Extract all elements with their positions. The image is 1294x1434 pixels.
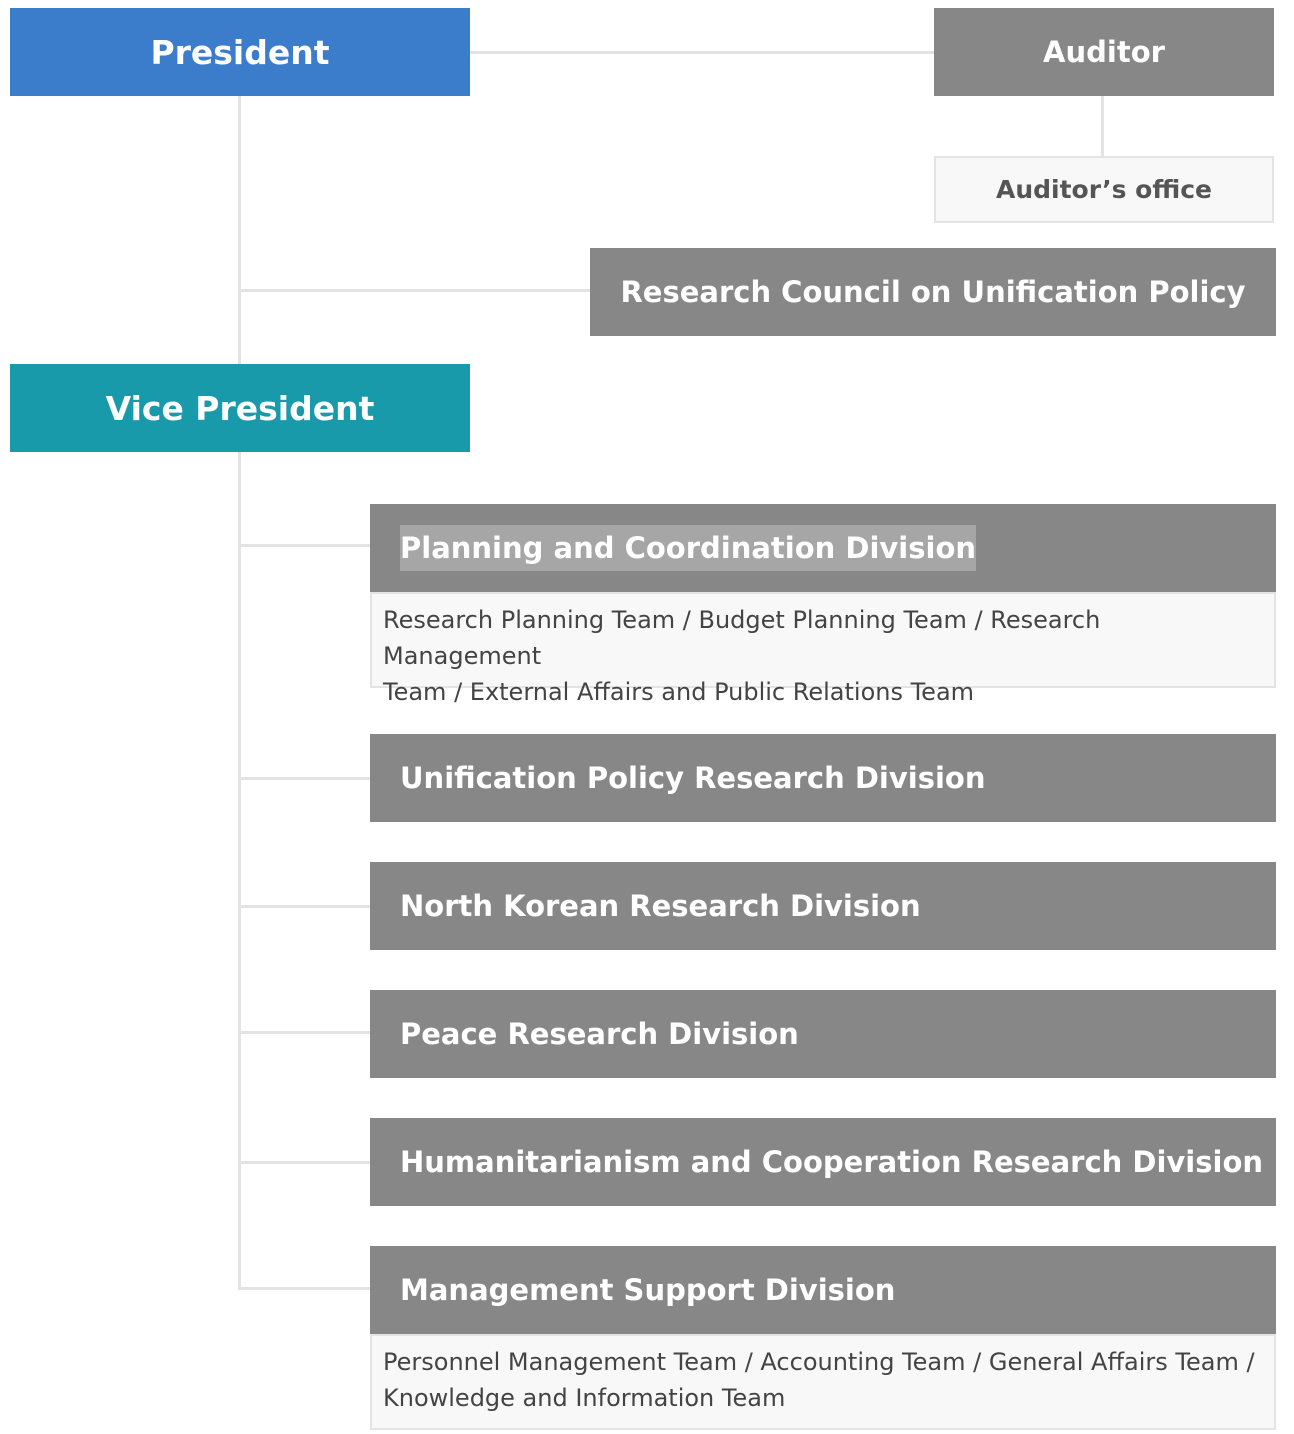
auditor-office-label: Auditor’s office [995,175,1213,204]
connector-division-2 [238,777,370,780]
division-management-teams [370,1334,1276,1430]
auditor-box [934,8,1274,96]
division-name: Humanitarianism and Cooperation Research Division [400,1145,1264,1179]
connector-division-5 [238,1161,370,1164]
research-council-box [590,248,1276,336]
division-planning-teams [370,592,1276,706]
division-name: Unification Policy Research Division [400,761,986,795]
connector-division-6 [238,1287,370,1290]
president-label: President [150,32,330,72]
president-box [10,8,470,96]
auditor-label: Auditor [1043,35,1165,69]
auditor-office-box [934,156,1274,223]
division-north-korean [370,862,1276,950]
research-council-label: Research Council on Unification Policy [620,275,1246,309]
teams-line: Research Planning Team / Budget Planning Team / Research Management [383,606,1101,670]
vice-president-label: Vice President [105,388,375,428]
connector-auditor-office [1101,96,1104,156]
connector-president-vice [238,96,241,364]
division-name: Management Support Division [400,1273,896,1307]
division-peace [370,990,1276,1078]
division-management-support [370,1246,1276,1334]
division-humanitarianism [370,1118,1276,1206]
division-planning-coordination [370,504,1276,592]
connector-president-auditor [470,51,934,54]
teams-line: Personnel Management Team / Accounting Team / General Affairs Team / [383,1348,1255,1376]
division-name: Planning and Coordination Division [400,525,976,571]
connector-division-4 [238,1031,370,1034]
connector-vice-trunk [238,452,241,1290]
connector-council [238,289,590,292]
connector-division-3 [238,905,370,908]
division-unification-policy [370,734,1276,822]
division-name: Peace Research Division [400,1017,799,1051]
teams-line: Knowledge and Information Team [383,1384,786,1412]
vice-president-box [10,364,470,452]
connector-division-1 [238,544,370,547]
teams-line: Team / External Affairs and Public Relations Team [383,678,975,706]
division-name: North Korean Research Division [400,889,921,923]
